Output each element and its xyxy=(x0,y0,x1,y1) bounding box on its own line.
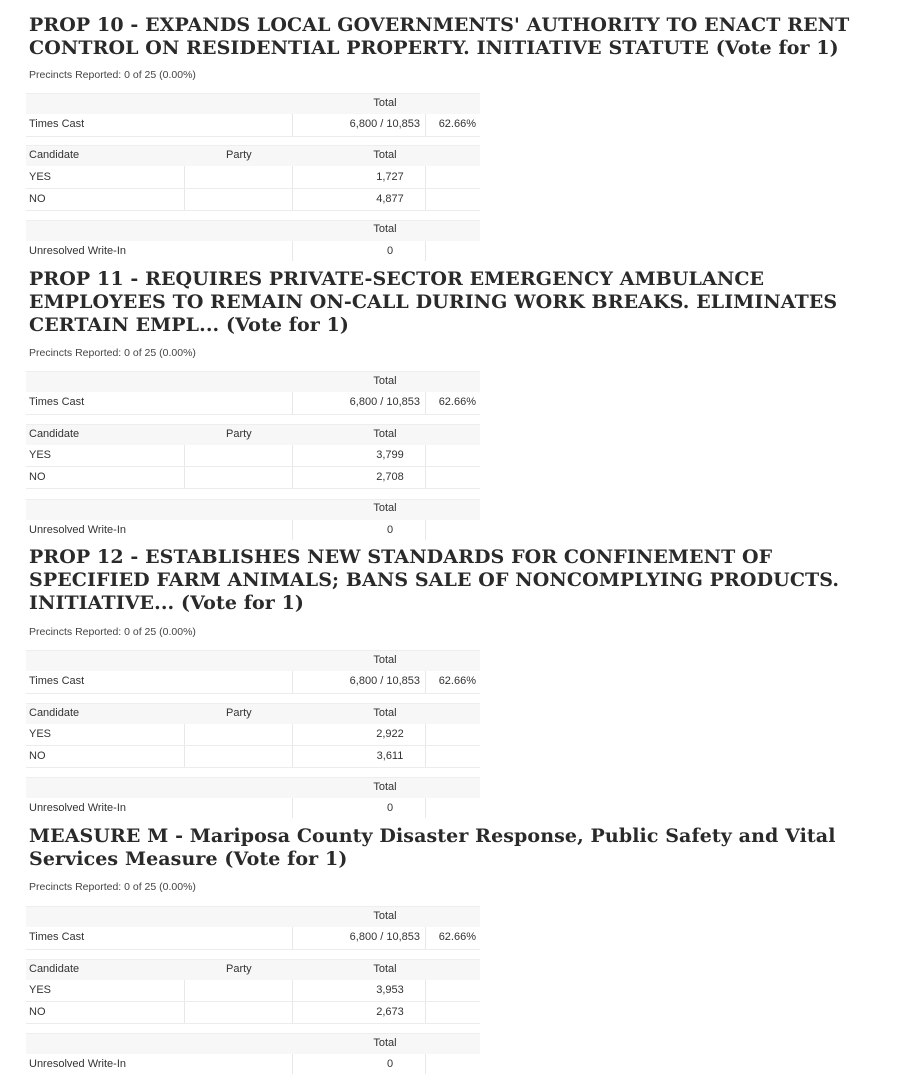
unresolved-label: Unresolved Write-In xyxy=(29,524,126,536)
times-cast-value: 6,800 / 10,853 xyxy=(349,396,420,408)
unresolved-label: Unresolved Write-In xyxy=(29,1058,126,1070)
column-divider xyxy=(184,980,185,1024)
precincts-reported: Precincts Reported: 0 of 25 (0.00%) xyxy=(29,626,196,638)
no-label: NO xyxy=(29,471,46,483)
turnout-percent: 62.66% xyxy=(438,675,476,687)
no-total: 3,611 xyxy=(376,750,404,762)
unresolved-label: Unresolved Write-In xyxy=(29,245,126,257)
candidate-total-header: Total xyxy=(373,707,397,719)
contest-title: PROP 12 - ESTABLISHES NEW STANDARDS FOR CONFINEMENT OF SPECIFIED FARM ANIMALS; BANS SALE OF NONCOMPLYING PRODUCTS. INITIATIVE... (Vote for 1) xyxy=(29,546,840,614)
times-cast-total-header: Total xyxy=(373,375,397,387)
unresolved-total: 0 xyxy=(386,1058,394,1070)
yes-total: 3,799 xyxy=(376,449,404,461)
times-cast-total-header: Total xyxy=(373,910,397,922)
candidate-header: Candidate xyxy=(29,149,80,161)
candidate-header: Candidate xyxy=(29,963,80,975)
times-cast-value: 6,800 / 10,853 xyxy=(349,931,420,943)
column-divider xyxy=(292,927,293,949)
party-header: Party xyxy=(226,963,252,975)
turnout-percent: 62.66% xyxy=(438,931,476,943)
candidate-header: Candidate xyxy=(29,707,80,719)
yes-label: YES xyxy=(29,171,52,183)
times-cast-value: 6,800 / 10,853 xyxy=(349,118,420,130)
unresolved-total-header: Total xyxy=(373,1037,397,1049)
contest-title: MEASURE M - Mariposa County Disaster Response, Public Safety and Vital Services Measure (Vote for 1) xyxy=(29,825,836,870)
times-cast-value: 6,800 / 10,853 xyxy=(349,675,420,687)
turnout-percent: 62.66% xyxy=(438,396,476,408)
times-cast-total-header: Total xyxy=(373,97,397,109)
contest-title: PROP 10 - EXPANDS LOCAL GOVERNMENTS' AUTHORITY TO ENACT RENT CONTROL ON RESIDENTIAL PROPERTY. INITIATIVE STATUTE (Vote for 1) xyxy=(29,14,850,59)
unresolved-total: 0 xyxy=(386,802,394,814)
times-cast-label: Times Cast xyxy=(29,675,85,687)
contest-title: PROP 11 - REQUIRES PRIVATE-SECTOR EMERGENCY AMBULANCE EMPLOYEES TO REMAIN ON-CALL DURING WORK BREAKS. ELIMINATES CERTAIN EMPL... (Vote for 1) xyxy=(29,268,838,336)
no-label: NO xyxy=(29,1006,46,1018)
unresolved-total-header: Total xyxy=(373,502,397,514)
no-total: 2,673 xyxy=(376,1006,404,1018)
times-cast-label: Times Cast xyxy=(29,931,85,943)
unresolved-total-header: Total xyxy=(373,223,397,235)
party-header: Party xyxy=(226,707,252,719)
no-total: 4,877 xyxy=(376,193,404,205)
candidate-total-header: Total xyxy=(373,149,397,161)
unresolved-total: 0 xyxy=(386,245,394,257)
unresolved-total: 0 xyxy=(386,524,394,536)
yes-total: 2,922 xyxy=(376,728,404,740)
column-divider xyxy=(425,927,426,949)
times-cast-label: Times Cast xyxy=(29,118,85,130)
party-header: Party xyxy=(226,149,252,161)
yes-total: 3,953 xyxy=(376,984,404,996)
party-header: Party xyxy=(226,428,252,440)
precincts-reported: Precincts Reported: 0 of 25 (0.00%) xyxy=(29,881,196,893)
candidate-total-header: Total xyxy=(373,963,397,975)
candidate-header: Candidate xyxy=(29,428,80,440)
row-divider xyxy=(26,1023,480,1024)
yes-label: YES xyxy=(29,449,52,461)
column-divider xyxy=(292,980,293,1024)
row-divider xyxy=(26,949,480,950)
turnout-percent: 62.66% xyxy=(438,118,476,130)
yes-label: YES xyxy=(29,728,52,740)
no-total: 2,708 xyxy=(376,471,404,483)
precincts-reported: Precincts Reported: 0 of 25 (0.00%) xyxy=(29,69,196,81)
row-divider xyxy=(26,1001,480,1002)
yes-total: 1,727 xyxy=(376,171,404,183)
precincts-reported: Precincts Reported: 0 of 25 (0.00%) xyxy=(29,347,196,359)
column-divider xyxy=(292,1054,293,1074)
unresolved-total-header: Total xyxy=(373,781,397,793)
no-label: NO xyxy=(29,193,46,205)
candidate-total-header: Total xyxy=(373,428,397,440)
yes-label: YES xyxy=(29,984,52,996)
times-cast-label: Times Cast xyxy=(29,396,85,408)
no-label: NO xyxy=(29,750,46,762)
unresolved-label: Unresolved Write-In xyxy=(29,802,126,814)
times-cast-total-header: Total xyxy=(373,654,397,666)
